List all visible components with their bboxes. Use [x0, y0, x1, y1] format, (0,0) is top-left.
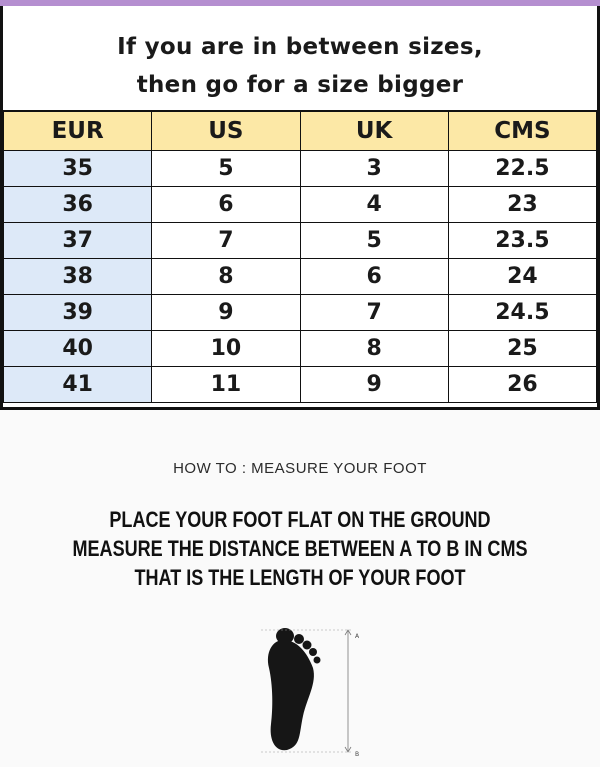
- cms-cell: 26: [448, 367, 596, 403]
- table-row: [4, 259, 597, 295]
- us-cell: 10: [152, 331, 300, 367]
- measurement-instructions: [54, 505, 546, 592]
- column-header-us: US: [152, 111, 300, 151]
- table-row: [4, 295, 597, 331]
- uk-cell: 6: [300, 259, 448, 295]
- instruction-line-1: PLACE YOUR FOOT FLAT ON THE GROUND: [109, 507, 491, 532]
- howto-title: HOW TO : MEASURE YOUR FOOT: [173, 460, 427, 477]
- point-a-label: A: [355, 633, 360, 640]
- uk-cell: 8: [300, 331, 448, 367]
- eur-cell: 40: [4, 331, 152, 367]
- point-b-label: B: [355, 751, 360, 758]
- eur-cell: 39: [4, 295, 152, 331]
- table-row: [4, 331, 597, 367]
- cms-cell: 24: [448, 259, 596, 295]
- column-header-cms: CMS: [448, 111, 596, 151]
- table-row: [4, 151, 597, 187]
- eur-cell: 36: [4, 187, 152, 223]
- eur-cell: 35: [4, 151, 152, 187]
- headline-line-2: then go for a size bigger: [136, 72, 464, 98]
- table-row: [4, 187, 597, 223]
- eur-cell: 41: [4, 367, 152, 403]
- uk-cell: 7: [300, 295, 448, 331]
- eur-cell: 37: [4, 223, 152, 259]
- size-conversion-table: [3, 110, 597, 403]
- us-cell: 11: [152, 367, 300, 403]
- instruction-line-2: MEASURE THE DISTANCE BETWEEN A TO B IN CMS: [72, 536, 528, 561]
- uk-cell: 4: [300, 187, 448, 223]
- sizing-advice-headline: [3, 28, 597, 104]
- foot-measurement-diagram: [255, 628, 365, 760]
- us-cell: 5: [152, 151, 300, 187]
- us-cell: 9: [152, 295, 300, 331]
- footprint-icon: [268, 628, 321, 750]
- cms-cell: 22.5: [448, 151, 596, 187]
- headline-line-1: If you are in between sizes,: [117, 34, 483, 60]
- table-row: [4, 223, 597, 259]
- table-row: [4, 367, 597, 403]
- column-header-uk: UK: [300, 111, 448, 151]
- cms-cell: 24.5: [448, 295, 596, 331]
- uk-cell: 9: [300, 367, 448, 403]
- table-header-row: [4, 111, 597, 151]
- uk-cell: 3: [300, 151, 448, 187]
- column-header-eur: EUR: [4, 111, 152, 151]
- cms-cell: 23.5: [448, 223, 596, 259]
- instruction-line-3: THAT IS THE LENGTH OF YOUR FOOT: [134, 565, 466, 590]
- cms-cell: 23: [448, 187, 596, 223]
- size-chart-panel: [0, 6, 600, 410]
- cms-cell: 25: [448, 331, 596, 367]
- uk-cell: 5: [300, 223, 448, 259]
- us-cell: 8: [152, 259, 300, 295]
- us-cell: 6: [152, 187, 300, 223]
- eur-cell: 38: [4, 259, 152, 295]
- us-cell: 7: [152, 223, 300, 259]
